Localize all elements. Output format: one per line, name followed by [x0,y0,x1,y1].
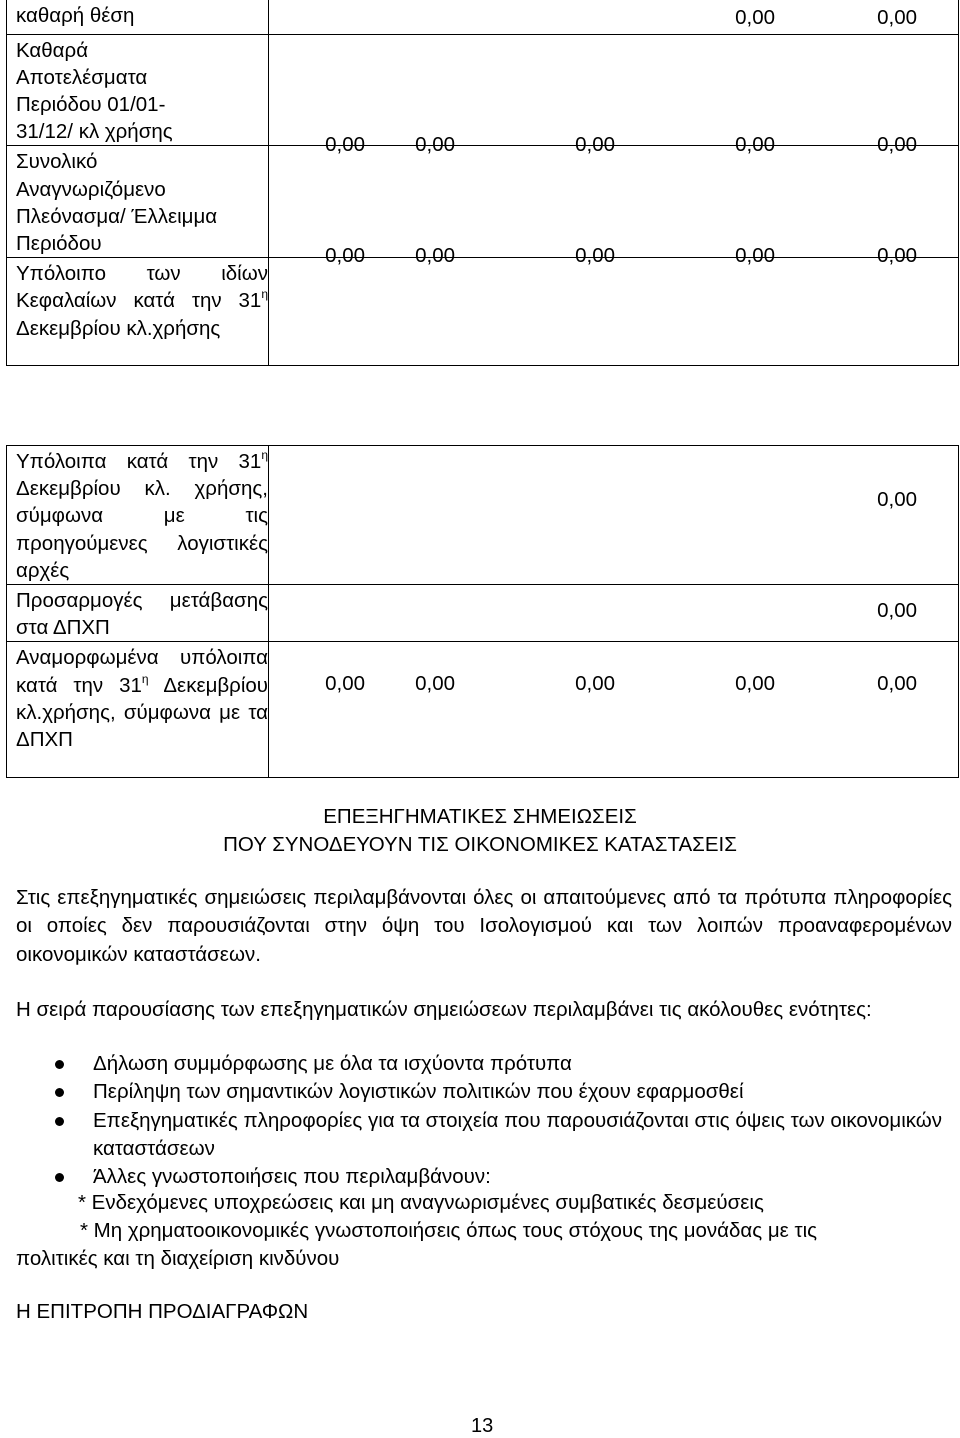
row-label-net-results [7,34,269,146]
label-text: Δεκεμβρίου κλ.χρήσης, σύμφωνα με τα ΔΠΧΠ [16,673,269,752]
superscript: η [261,448,268,462]
row-values [269,446,959,585]
row-label-surplus-deficit [7,146,269,258]
note-star-item: * Ενδεχόμενες υποχρεώσεις και μη αναγνωρισμένες συμβατικές δεσμεύσεις [78,1191,764,1214]
value-cell: 0,00 [415,133,455,157]
value-cell: 0,00 [325,672,365,696]
value-cell: 0,00 [877,133,917,157]
label-line: Συνολικό [16,150,98,174]
label-text: Αναμορφωμένα υπόλοιπα κατά την 31 [16,646,268,697]
notes-subheading: ΠΟΥ ΣΥΝΟΔΕΥΟΥΝ ΤΙΣ ΟΙΚΟΝΟΜΙΚΕΣ ΚΑΤΑΣΤΑΣΕΙΣ [223,833,737,856]
value-cell: 0,00 [735,672,775,696]
equity-table [6,0,959,366]
value-cell: 0,00 [575,672,615,696]
row-label-equity-balance [7,258,269,366]
label-line: 31/12/ κλ χρήσης [16,120,173,144]
superscript: η [261,287,268,302]
bullet-icon [55,1173,64,1182]
transition-table [6,445,959,778]
label-line: Καθαρά [16,38,89,62]
row-label-transition-adjustments [7,585,269,642]
label-text: Δεκεμβρίου κλ.χρήσης [16,316,221,340]
value-cell: 0,00 [415,244,455,268]
value-cell: 0,00 [575,133,615,157]
label-text: Προσαρμογές μετάβασης στα ΔΠΧΠ [16,589,268,640]
value-cell: 0,00 [877,488,917,511]
bullet-icon [55,1088,64,1097]
value-cell: 0,00 [877,599,917,623]
row-values [269,5,959,146]
bullet-icon [55,1060,64,1069]
value-cell: 0,00 [877,672,917,696]
note-star-item: * Μη χρηματοοικονομικές γνωστοποιήσεις όπως τους στόχους της μονάδας με τις [80,1219,818,1242]
superscript: η [141,671,149,686]
bullet-item: Επεξηγηματικές πληροφορίες για τα στοιχεία που παρουσιάζονται στις όψεις των οικονομικών καταστάσεων [93,1109,943,1160]
value-cell: 0,00 [877,5,917,29]
row-label-previous-principles [7,446,269,585]
label-line: Αναγνωριζόμενο [16,177,166,201]
value-cell: 0,00 [325,244,365,268]
bullet-item: Άλλες γνωστοποιήσεις που περιλαμβάνουν: [93,1165,491,1188]
row-values [269,642,959,778]
label-line: Περιόδου [16,231,102,255]
value-cell: 0,00 [415,672,455,696]
row-label-restated-balances [7,642,269,778]
notes-heading: ΕΠΕΞΗΓΗΜΑΤΙΚΕΣ ΣΗΜΕΙΩΣΕΙΣ [323,805,637,828]
label-line: Πλεόνασμα/ Έλλειμμα [16,204,218,228]
row-values [269,244,959,366]
label-text: Υπόλοιπο των ιδίων Κεφαλαίων κατά την 31 [16,262,268,313]
notes-paragraph-2: Η σειρά παρουσίασης των επεξηγηματικών σημειώσεων περιλαμβάνει τις ακόλουθες ενότητες: [16,998,872,1021]
label-text: Δεκεμβρίου κλ. χρήσης, σύμφωνα με τις προηγούμενες λογιστικές αρχές [16,477,268,582]
row-values [269,133,959,258]
label-text: καθαρή θέση [16,4,135,27]
row-values [269,585,959,642]
bullet-item: Περίληψη των σημαντικών λογιστικών πολιτικών που έχουν εφαρμοσθεί [93,1080,744,1103]
bullet-icon [55,1117,64,1126]
bullet-item: Δήλωση συμμόρφωσης με όλα τα ισχύοντα πρότυπα [93,1052,572,1075]
label-text: Υπόλοιπα κατά την 31 [16,450,262,473]
value-cell: 0,00 [735,5,775,29]
row-label-net-position [7,0,269,34]
signature: Η ΕΠΙΤΡΟΠΗ ΠΡΟΔΙΑΓΡΑΦΩΝ [16,1300,309,1323]
page-number: 13 [471,1415,494,1437]
notes-paragraph-1: Στις επεξηγηματικές σημειώσεις περιλαμβάνονται όλες οι απαιτούμενες από τα πρότυπα πληροφορίες οι οποίες δεν παρουσιάζονται στην όψη του Ισολογισμού και των λοιπών προαναφερομένων οικονομικών καταστάσεων. [16,886,952,966]
value-cell: 0,00 [735,133,775,157]
value-cell: 0,00 [877,244,917,268]
label-line: Περιόδου 01/01- [16,92,166,116]
value-cell: 0,00 [735,244,775,268]
value-cell: 0,00 [325,133,365,157]
label-line: Αποτελέσματα [16,65,148,89]
value-cell: 0,00 [575,244,615,268]
note-star-continuation: πολιτικές και τη διαχείριση κινδύνου [16,1247,340,1270]
